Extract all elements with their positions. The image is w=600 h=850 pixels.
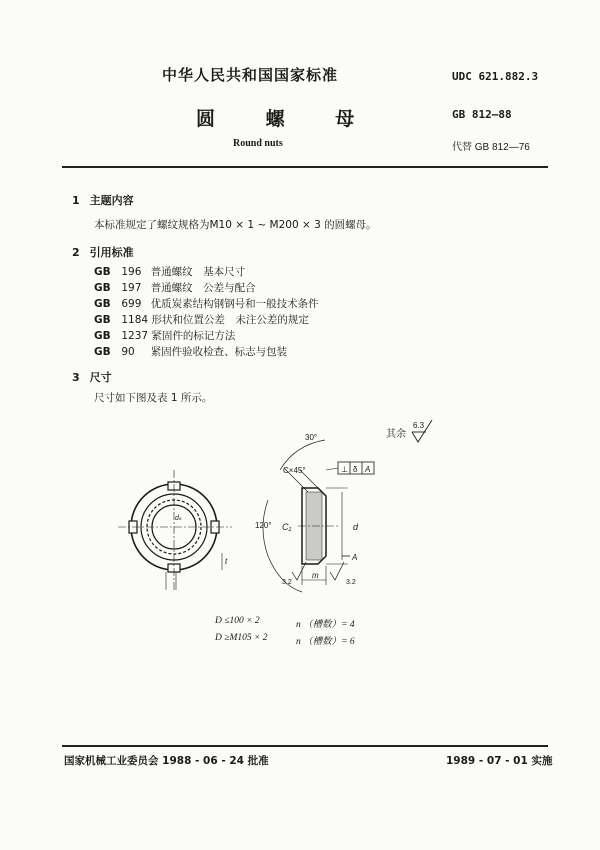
tol-value: δ	[353, 465, 358, 474]
condition-1-right: n （槽数）= 4	[296, 620, 355, 630]
replaces-note: 代替 GB 812—76	[452, 142, 530, 153]
side-view	[263, 440, 374, 592]
bore-dimension: dₖ	[175, 515, 182, 522]
section-1-heading: 1 主题内容	[72, 194, 134, 207]
datum-label: A	[352, 553, 358, 562]
standard-number: GB 812—88	[452, 108, 512, 121]
reference-item: GB 1237 紧固件的标记方法	[94, 330, 236, 342]
condition-2-left: D ≥M105 × 2	[215, 633, 268, 643]
tol-datum-ref: A	[365, 465, 371, 474]
c1-label: C₁	[282, 522, 292, 532]
effective-date: 1989 - 07 - 01 实施	[446, 755, 553, 767]
reference-item: GB 1184 形状和位置公差 未注公差的规定	[94, 314, 309, 326]
section-3-text: 尺寸如下图及表 1 所示。	[94, 392, 213, 404]
roughness-left: 3.2	[282, 579, 292, 586]
t-dimension: t	[225, 557, 228, 566]
section-2-heading: 2 引用标准	[72, 246, 134, 259]
english-title: Round nuts	[233, 138, 283, 149]
footer-rule	[62, 745, 548, 747]
standard-org: 中华人民共和国国家标准	[162, 66, 339, 84]
angle-left-label: 120°	[255, 521, 272, 530]
udc-code: UDC 621.882.3	[452, 70, 539, 83]
section-1-text: 本标准规定了螺纹规格为M10 × 1 ~ M200 × 3 的圆螺母。	[94, 219, 377, 231]
reference-item: GB 197 普通螺纹 公差与配合	[94, 282, 256, 294]
angle-top-label: 30°	[305, 433, 318, 442]
d-dimension: d	[353, 522, 359, 532]
reference-item: GB 699 优质炭素结构钢钢号和一般技术条件	[94, 298, 319, 310]
tol-perpendicular: ⊥	[341, 465, 348, 474]
chamfer-label: C×45°	[283, 466, 306, 475]
front-view	[118, 470, 232, 590]
roughness-label: 其余	[386, 429, 406, 440]
reference-item: GB 90 紧固件验收检查、标志与包装	[94, 346, 288, 358]
roughness-value: 6.3	[413, 421, 425, 430]
roughness-right: 3.2	[346, 579, 356, 586]
condition-1-left: D ≤100 × 2	[215, 616, 260, 626]
page-title: 圆 螺 母	[196, 108, 377, 130]
approval-note: 国家机械工业委员会 1988 - 06 - 24 批准	[64, 755, 269, 767]
section-3-heading: 3 尺寸	[72, 371, 112, 384]
condition-2-right: n （槽数）= 6	[296, 637, 355, 647]
reference-item: GB 196 普通螺纹 基本尺寸	[94, 266, 246, 278]
m-dimension: m	[312, 571, 319, 580]
